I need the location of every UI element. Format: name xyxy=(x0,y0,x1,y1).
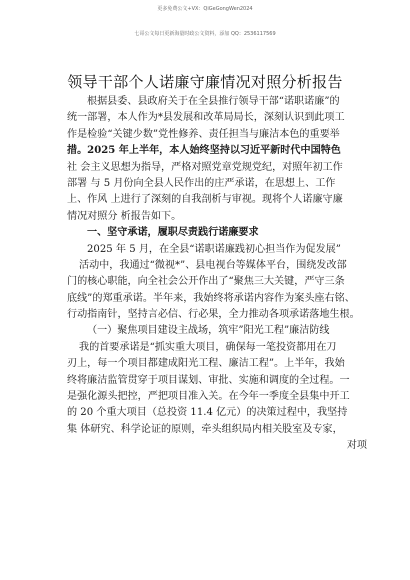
paragraph-line: 社 会主义思想为指导，严格对照党章党规党纪，对照年初工作 xyxy=(67,161,343,173)
paragraph-line: 的 20 个重大项目（总投资 11.4 亿元）的决策过程中，我坚持 xyxy=(67,407,348,419)
paragraph-line: 措。2025 年上半年，本人始终坚持以习近平新时代中国特色 xyxy=(67,145,341,157)
paragraph-line: 我的首要承诺是“抓实重大项目，确保每一笔投资都用在刀 xyxy=(79,341,337,353)
paragraph-line: 情况对照分 析报告如下。 xyxy=(67,210,182,222)
paragraph-line: 是强化源头把控，严把项目准入关。在今年一季度全县集中开工 xyxy=(67,391,350,403)
paragraph-line: 终将廉洁监管贯穿于项目谋划、审批、实施和调度的全过程。一 xyxy=(67,374,350,386)
paragraph-line: 根据县委、县政府关于在全县推行领导干部“诺职诺廉”的 xyxy=(87,96,340,107)
paragraph-line: 对项 xyxy=(346,440,367,452)
header-watermark: 更多免费公文+VX：QiGeGongWen2024 xyxy=(157,6,253,12)
paragraph-line: 部署 与 5 月份向全县人民作出的庄严承诺，在思想上、工作 xyxy=(67,177,336,189)
document-body xyxy=(67,94,367,455)
paragraph-line: 行动指南针，坚持言必信、行必果，全力推动各项承诺落地生根。 xyxy=(67,309,360,321)
paragraph-line: 作是检验“关键少数”党性修养、责任担当与廉洁本色的重要举 xyxy=(67,128,340,140)
paragraph-line: 2025 年 5 月，在全县“诺职诺廉践初心担当作为促发展” xyxy=(87,243,341,255)
paragraph-line: 活动中，我通过“微视*”、县电视台等媒体平台，围绕发改部 xyxy=(79,259,347,271)
header-notice: 七哥公文每日更新海量时政公文资料，添加 QQ：2536117569 xyxy=(134,31,276,37)
subsection-heading: （一）聚焦项目建设主战场，筑牢”阳光工程”廉洁防线 xyxy=(87,325,330,337)
paragraph-line: 上、作风 上进行了深刻的自我剖析与审视。现将个人诺廉守廉 xyxy=(67,194,343,206)
paragraph-line: 刃上，每一个项目都建成阳光工程、廉洁工程”。上半年，我始 xyxy=(67,358,345,370)
paragraph-line: 集 体研究、科学论证的原则，牵头组织局内相关股室及专家， xyxy=(67,423,343,435)
section-heading: 一、坚守承诺，履职尽责践行诺廉要求 xyxy=(87,227,259,239)
document-title: 领导干部个人诺廉守廉情况对照分析报告 xyxy=(67,73,343,91)
paragraph-line: 统一部署，本人作为*县发展和改革局局长，深刻认识到此项工 xyxy=(67,112,345,124)
paragraph-line: 底线”的郑重承诺。半年来，我始终将承诺内容作为案头座右铭、 xyxy=(67,292,355,304)
paragraph-line: 门的核心职能，向全社会公开作出了“聚焦三大关键，严守三条 xyxy=(67,276,345,288)
